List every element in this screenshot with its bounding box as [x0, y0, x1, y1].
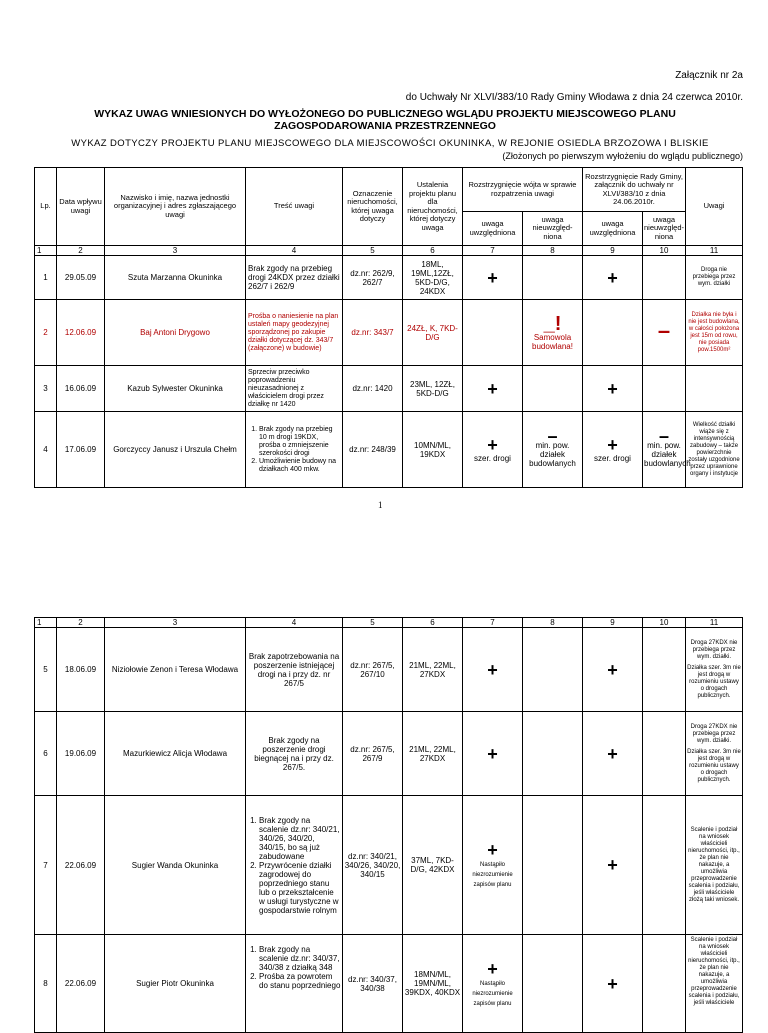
row-tresc: Brak zgody na poszerzenie drogi biegnącej na i przy dz. 267/5. [246, 712, 343, 796]
plus-icon: + [607, 855, 618, 875]
table-row [35, 796, 743, 935]
title-line-2: ZAGOSPODAROWANIA PRZESTRZENNEGO [274, 120, 496, 132]
col-number: 7 [463, 618, 523, 628]
row-uwagi: Scalenie i podział na wniosek właścicieli nieruchomości, itp., że plan nie nakazuje, a umożliwia przeprowadzenie scalenia i podziału, jeśli właściciele złożą taki wniosek. [686, 796, 743, 935]
plus-icon: + [487, 743, 498, 764]
row-ustalenia: 18MN/ML, 19MN/ML, 39KDX, 40KDX [403, 935, 463, 1033]
row-uwagi [686, 628, 743, 712]
plus-icon: + [487, 267, 498, 288]
table-row [35, 256, 743, 300]
plus-icon: + [487, 958, 498, 979]
col-number: 5 [343, 246, 403, 256]
table-row [35, 300, 743, 366]
row-uwagi [686, 712, 743, 796]
col-number: 6 [403, 246, 463, 256]
tresc-item: 1. Brak zgody na scalenie dz.nr: 340/37, 340/38 z działką 348 [259, 945, 341, 972]
col-number: 6 [403, 618, 463, 628]
row-data: 12.06.09 [57, 300, 105, 366]
row-wojt-note: Samowola budowlana! [532, 332, 573, 351]
header-tresc: Treść uwagi [246, 168, 343, 246]
uwagi-paragraph: Działka szer. 3m nie jest drogą w rozumieniu ustawy o drogach publicznych. [687, 664, 741, 699]
row-uwagi: Działka nie była i nie jest budowlana, w całości położona jest 15m od rowu, nie posiada pow.1500m² [686, 300, 743, 366]
row-lp: 4 [35, 412, 57, 488]
plus-icon: + [487, 435, 498, 455]
row-note: min. pow. działek budowlanych [529, 441, 576, 468]
minus-icon: – [547, 426, 558, 446]
header-rada: Rozstrzygnięcie Rady Gminy, załącznik do uchwały nr XLVI/383/10 z dnia 24.06.2010r. [583, 168, 686, 212]
column-number-row [35, 246, 743, 256]
header-rada-nieuwz: uwaga nieuwzględ- niona [643, 212, 686, 246]
row-note: Nastąpiło niezrozumienie zapisów planu [472, 862, 513, 888]
row-lp: 8 [35, 935, 57, 1033]
title-line-1: WYKAZ UWAG WNIESIONYCH DO WYŁOŻONEGO DO PUBLICZNEGO WGLĄDU PROJEKTU MIEJSCOWEGO PLANU [94, 108, 676, 120]
row-lp: 6 [35, 712, 57, 796]
row-oznaczenie: dz.nr: 340/21, 340/26, 340/20, 340/15 [343, 796, 403, 935]
remarks-table-page1 [34, 167, 743, 488]
table-row [35, 628, 743, 712]
row-oznaczenie: dz.nr: 248/39 [343, 412, 403, 488]
tresc-item: 2. Prośba za powrotem do stanu poprzedniego [259, 972, 341, 990]
row-oznaczenie: dz.nr: 267/5, 267/9 [343, 712, 403, 796]
row-name: Sugier Wanda Okuninka [105, 796, 246, 935]
uwagi-paragraph: Droga 27KDX nie przebiega przez wym. działki. [690, 639, 738, 660]
header-wojt-uwz: uwaga uwzględniona [463, 212, 523, 246]
col-number: 11 [686, 246, 743, 256]
tresc-item: 1. Brak zgody na przebieg 10 m drogi 19KDX, prośba o zmniejszenie szerokości drogi [259, 426, 341, 458]
tresc-item: 2. Umożliwienie budowy na działkach 400 mkw. [259, 458, 341, 474]
row-data: 22.06.09 [57, 796, 105, 935]
row-name: Sugier Piotr Okuninka [105, 935, 246, 1033]
col-number: 4 [246, 618, 343, 628]
plus-icon: + [607, 267, 618, 288]
row-tresc [246, 412, 343, 488]
row-ustalenia: 21ML, 22ML, 27KDX [403, 712, 463, 796]
col-number: 5 [343, 618, 403, 628]
row-lp: 5 [35, 628, 57, 712]
header-data: Data wpływu uwagi [57, 168, 105, 246]
row-oznaczenie: dz.nr: 262/9, 262/7 [343, 256, 403, 300]
row-tresc [246, 796, 343, 935]
uwagi-paragraph: Droga 27KDX nie przebiega przez wym. działki. [690, 723, 738, 744]
row-note: min. pow. działek budowlanych [644, 441, 691, 468]
row-note: szer. drogi [474, 454, 511, 463]
col-number: 3 [105, 618, 246, 628]
col-number: 10 [643, 246, 686, 256]
col-number: 8 [523, 246, 583, 256]
col-number: 2 [57, 618, 105, 628]
row-tresc: Sprzeciw przeciwko poprowadzeniu nieuzasadnionej z właścicielem drogi przez działkę nr 1420 [246, 366, 343, 412]
minus-icon: – [657, 317, 671, 343]
header-uwagi: Uwagi [686, 168, 743, 246]
row-tresc: Prośba o naniesienie na plan ustaleń mapy geodezyjnej sporządzonej po zakupie działki dotyczącej dz. 343/7 (załączone) w budowie) [246, 300, 343, 366]
plus-icon: + [487, 378, 498, 399]
row-tresc [246, 935, 343, 1033]
document-note: (Złożonych po pierwszym wyłożeniu do wglądu publicznego) [502, 151, 743, 161]
col-number: 8 [523, 618, 583, 628]
column-number-row [35, 618, 743, 628]
row-uwagi: Wielkość działki wiąże się z intensywnością zabudowy – także powierzchnie zostały uzgodnione przez uprawnione organy i instytucje [686, 412, 743, 488]
header-rada-uwz: uwaga uwzględniona [583, 212, 643, 246]
plus-icon: + [607, 435, 618, 455]
header-wojt-nieuwz: uwaga nieuwzględ- niona [523, 212, 583, 246]
col-number: 2 [57, 246, 105, 256]
row-ustalenia: 21ML, 22ML, 27KDX [403, 628, 463, 712]
row-oznaczenie: dz.nr: 340/37, 340/38 [343, 935, 403, 1033]
plus-icon: + [607, 659, 618, 680]
document-title [60, 108, 710, 132]
table-row [35, 712, 743, 796]
row-lp: 3 [35, 366, 57, 412]
row-lp: 2 [35, 300, 57, 366]
row-oznaczenie: dz.nr: 267/5, 267/10 [343, 628, 403, 712]
col-number: 1 [35, 246, 57, 256]
row-uwagi: Scalenie i podział na wniosek właścicieli nieruchomości, itp., że plan nie nakazuje, a umożliwia przeprowadzenie scalenia i podziału, jeśli właściciele [686, 935, 743, 1033]
row-tresc: Brak zapotrzebowania na poszerzenie istniejącej drogi na i przy dz. nr 267/5 [246, 628, 343, 712]
col-number: 9 [583, 246, 643, 256]
row-data: 19.06.09 [57, 712, 105, 796]
row-data: 22.06.09 [57, 935, 105, 1033]
row-data: 17.06.09 [57, 412, 105, 488]
row-ustalenia: 23ML, 12ZŁ, 5KD-D/G [403, 366, 463, 412]
uwagi-paragraph: Działka szer. 3m nie jest drogą w rozumieniu ustawy o drogach publicznych. [687, 748, 741, 783]
row-note: Nastąpiło niezrozumienie zapisów planu [472, 980, 513, 1007]
row-data: 18.06.09 [57, 628, 105, 712]
row-note: szer. drogi [594, 454, 631, 463]
header-ustalenia: Ustalenia projektu planu dla nieruchomości, której dotyczy uwaga [403, 168, 463, 246]
header-lp: Lp. [35, 168, 57, 246]
col-number: 4 [246, 246, 343, 256]
exclamation-icon: _! [543, 312, 562, 335]
row-uwagi [686, 366, 743, 412]
row-ustalenia: 10MN/ML, 19KDX [403, 412, 463, 488]
row-ustalenia: 24ZŁ, K, 7KD-D/G [403, 300, 463, 366]
row-lp: 7 [35, 796, 57, 935]
plus-icon: + [607, 743, 618, 764]
table-row [35, 366, 743, 412]
row-name: Kazub Sylwester Okuninka [105, 366, 246, 412]
plus-icon: + [607, 973, 618, 994]
row-data: 29.05.09 [57, 256, 105, 300]
header-wojt: Rozstrzygnięcie wójta w sprawie rozpatrzenia uwagi [463, 168, 583, 212]
row-ustalenia: 18ML, 19ML,12ZŁ, 5KD-D/G, 24KDX [403, 256, 463, 300]
table-row [35, 935, 743, 1033]
row-name: Gorczyccy Janusz i Urszula Chełm [105, 412, 246, 488]
col-number: 3 [105, 246, 246, 256]
row-uwagi: Droga nie przebiega przez wym. działki [686, 256, 743, 300]
header-oznaczenie: Oznaczenie nieruchomości, której uwaga dotyczy [343, 168, 403, 246]
row-ustalenia: 37ML, 7KD-D/G, 42KDX [403, 796, 463, 935]
row-name: Baj Antoni Drygowo [105, 300, 246, 366]
minus-icon: – [659, 426, 670, 446]
row-oznaczenie: dz.nr: 343/7 [343, 300, 403, 366]
plus-icon: + [487, 840, 498, 860]
page-number: 1 [378, 500, 383, 510]
tresc-item: 1. Brak zgody na scalenie dz.nr: 340/21, 340/26, 340/20, 340/15, bo są już zabudowane [259, 816, 341, 861]
col-number: 1 [35, 618, 57, 628]
row-name: Niziołowie Zenon i Teresa Włodawa [105, 628, 246, 712]
header-nazwisko: Nazwisko i imię, nazwa jednostki organizacyjnej i adres zgłaszającego uwagi [105, 168, 246, 246]
col-number: 9 [583, 618, 643, 628]
remarks-table-page2 [34, 617, 743, 1033]
col-number: 10 [643, 618, 686, 628]
document-subtitle: WYKAZ DOTYCZY PROJEKTU PLANU MIEJSCOWEGO DLA MIEJSCOWOŚCI OKUNINKA, W REJONIE OSIEDLA BRZOZOWA I BLISKIE [71, 138, 709, 149]
row-lp: 1 [35, 256, 57, 300]
row-name: Szuta Marzanna Okuninka [105, 256, 246, 300]
row-data: 16.06.09 [57, 366, 105, 412]
plus-icon: + [487, 659, 498, 680]
zalacznik-label: Załącznik nr 2a [675, 70, 743, 81]
plus-icon: + [607, 378, 618, 399]
col-number: 11 [686, 618, 743, 628]
row-oznaczenie: dz.nr: 1420 [343, 366, 403, 412]
tresc-item: 2. Przywrócenie działki zagrodowej do poprzedniego stanu lub o przekształcenie w usługi turystyczne w gospodarstwie rolnym [259, 861, 341, 915]
row-tresc: Brak zgody na przebieg drogi 24KDX przez działki 262/7 i 262/9 [246, 256, 343, 300]
uchwala-reference: do Uchwały Nr XLVI/383/10 Rady Gminy Włodawa z dnia 24 czerwca 2010r. [405, 92, 743, 103]
col-number: 7 [463, 246, 523, 256]
table-row [35, 412, 743, 488]
row-name: Mazurkiewicz Alicja Włodawa [105, 712, 246, 796]
